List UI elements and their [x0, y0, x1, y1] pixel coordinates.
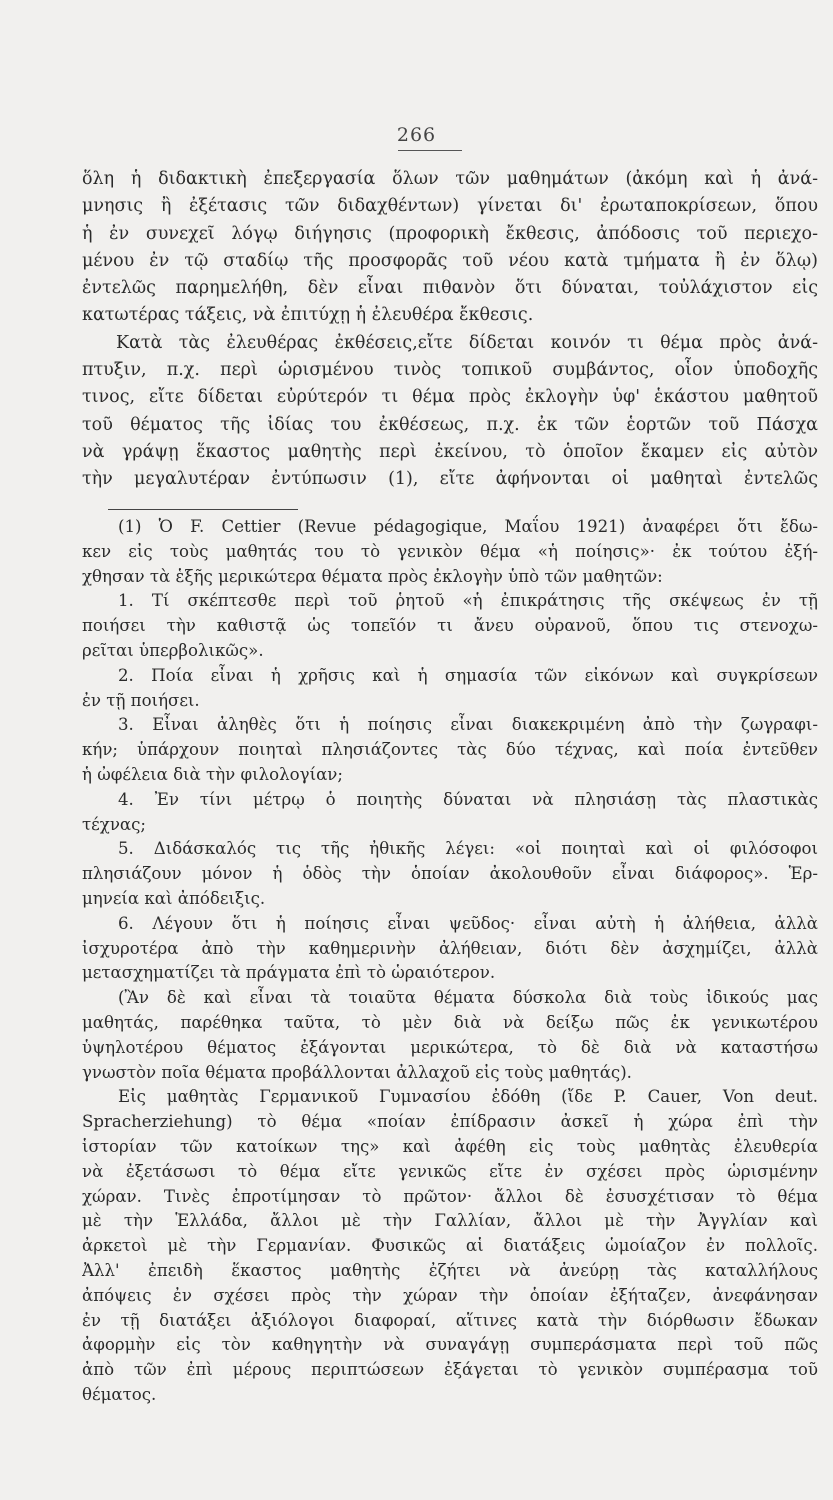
footnote-separator — [108, 509, 298, 510]
footnote-line: ἀρκετοὶ μὲ τὴν Γερμανίαν. Φυσικῶς αἱ διατάξεις ὡμοίαζον ἐν πολλοῖς. — [82, 1236, 818, 1256]
footnote-line: (Ἂν δὲ καὶ εἶναι τὰ τοιαῦτα θέματα δύσκολα διὰ τοὺς ἰδικούς μας — [118, 988, 818, 1008]
footnote-line: ἐν τῇ διατάξει ἀξιόλογοι διαφοραί, αἵτινες κατὰ τὴν διόρθωσιν ἔδωκαν — [82, 1310, 818, 1330]
footnote-line: χθησαν τὰ ἑξῆς μερικώτερα θέματα πρὸς ἐκλογὴν ὑπὸ τῶν μαθητῶν: — [82, 566, 663, 586]
main-line: μένου ἐν τῷ σταδίῳ τῆς προσφορᾶς τοῦ νέου κατὰ τμήματα ἢ ἐν ὅλῳ) — [82, 250, 818, 271]
footnote-line: (1) Ὁ F. Cettier (Revue pédagogique, Μαΐου 1921) ἀναφέρει ὅτι ἔδω- — [118, 517, 818, 536]
footnote-line: 6. Λέγουν ὅτι ἡ ποίησις εἶναι ψεῦδος· εἶναι αὐτὴ ἡ ἀλήθεια, ἀλλὰ — [118, 913, 818, 933]
main-line: ὅλη ἡ διδακτικὴ ἐπεξεργασία ὅλων τῶν μαθημάτων (ἀκόμη καὶ ἡ ἀνά- — [82, 169, 818, 189]
footnote — [82, 515, 818, 1408]
footnote-line: τέχνας; — [82, 814, 147, 834]
footnote-line: ὑψηλοτέρου θέματος ἐξάγονται μερικώτερα, τὸ δὲ διὰ νὰ καταστήσω — [82, 1037, 818, 1057]
footnote-line: ρεῖται ὑπερβολικῶς». — [82, 640, 264, 660]
footnote-line: 4. Ἐν τίνι μέτρῳ ὁ ποιητὴς δύναται νὰ πλησιάσῃ τὰς πλαστικὰς — [118, 789, 818, 809]
footnote-line: μετασχηματίζει τὰ πράγματα ἐπὶ τὸ ὡραιότερον. — [82, 963, 496, 983]
main-line: τινος, εἴτε δίδεται εὐρύτερόν τι θέμα πρὸς ἐκλογὴν ὑφ' ἑκάστου μαθητοῦ — [82, 387, 818, 408]
footnote-line: μηνεία καὶ ἀπόδειξις. — [82, 888, 266, 908]
footnote-line: ἐν τῇ ποιήσει. — [82, 690, 200, 710]
footnote-line: κήν; ὑπάρχουν ποιηταὶ πλησιάζοντες τὰς δύο τέχνας, καὶ ποία ἐντεῦθεν — [82, 740, 818, 760]
footnote-line: ἀφορμὴν εἰς τὸν καθηγητὴν νὰ συναγάγῃ συμπεράσματα περὶ τοῦ πῶς — [82, 1335, 818, 1355]
main-line: νὰ γράψῃ ἕκαστος μαθητὴς περὶ ἐκείνου, τὸ ὁποῖον ἔκαμεν εἰς αὐτὸν — [82, 441, 818, 462]
footnote-line: 1. Τί σκέπτεσθε περὶ τοῦ ῥητοῦ «ἡ ἐπικράτησις τῆς σκέψεως ἐν τῇ — [118, 591, 818, 611]
main-line: τοῦ θέματος τῆς ἰδίας του ἐκθέσεως, π.χ. ἐκ τῶν ἑορτῶν τοῦ Πάσχα — [82, 414, 818, 435]
footnote-line: κεν εἰς τοὺς μαθητάς του τὸ γενικὸν θέμα «ἡ ποίησις»· ἐκ τούτου ἐξή- — [82, 541, 818, 561]
main-line: πτυξιν, π.χ. περὶ ὡρισμένου τινὸς τοπικοῦ συμβάντος, οἷον ὑποδοχῆς — [82, 360, 818, 381]
footnote-line: ἀπόψεις ἐν σχέσει πρὸς τὴν χώραν τὴν ὁποίαν ἐξήταζεν, ἀνεφάνησαν — [82, 1285, 818, 1305]
footnote-line: μὲ τὴν Ἑλλάδα, ἄλλοι μὲ τὴν Γαλλίαν, ἄλλοι μὲ τὴν Ἀγγλίαν καὶ — [82, 1211, 818, 1231]
footnote-line: ἰσχυροτέρα ἀπὸ τὴν καθημερινὴν ἀλήθειαν, διότι δὲν ἀσχημίζει, ἀλλὰ — [82, 938, 818, 958]
footnote-line: ποιήσει τὴν καθιστᾷ ὡς τοπεῖόν τι ἄνευ οὐρανοῦ, ὅπου τις στενοχω- — [82, 616, 818, 636]
footnote-line: γνωστὸν ποῖα θέματα προβάλλονται ἀλλαχοῦ εἰς τοὺς μαθητάς). — [82, 1062, 632, 1082]
footnote-line: Εἰς μαθητὰς Γερμανικοῦ Γυμνασίου ἐδόθη (ἴδε P. Cauer, Von deut. — [118, 1087, 818, 1107]
footnote-line: 3. Εἶναι ἀληθὲς ὅτι ἡ ποίησις εἶναι διακεκριμένη ἀπὸ τὴν ζωγραφι- — [118, 715, 818, 735]
footnote-line: πλησιάζουν μόνον ἡ ὁδὸς τὴν ὁποίαν ἀκολουθοῦν εἶναι διάφορος». Ἑρ- — [82, 864, 818, 884]
footnote-line: 2. Ποία εἶναι ἡ χρῆσις καὶ ἡ σημασία τῶν εἰκόνων καὶ συγκρίσεων — [118, 665, 818, 685]
footnote-line: Spracherziehung) τὸ θέμα «ποίαν ἐπίδρασιν ἀσκεῖ ἡ χώρα ἐπὶ τὴν — [82, 1112, 818, 1132]
footnote-line: μαθητάς, παρέθηκα ταῦτα, τὸ μὲν διὰ νὰ δείξω πῶς ἐκ γενικωτέρου — [82, 1012, 818, 1032]
page-number-underline — [398, 150, 462, 151]
footnote-line: ἀπὸ τῶν ἐπὶ μέρους περιπτώσεων ἐξάγεται τὸ γενικὸν συμπέρασμα τοῦ — [82, 1360, 818, 1380]
main-text — [82, 166, 818, 494]
main-line: τὴν μεγαλυτέραν ἐντύπωσιν (1), εἴτε ἀφήνονται οἱ μαθηταὶ ἐντελῶς — [82, 469, 818, 490]
footnote-line: ἡ ὠφέλεια διὰ τὴν φιλολογίαν; — [82, 764, 343, 784]
footnote-line: Ἀλλ' ἐπειδὴ ἕκαστος μαθητὴς ἐζήτει νὰ ἀνεύρῃ τὰς καταλλήλους — [82, 1260, 818, 1280]
footnote-line: νὰ ἐξετάσωσι τὸ θέμα εἴτε γενικῶς εἴτε ἐν σχέσει πρὸς ὡρισμένην — [82, 1161, 818, 1181]
footnote-line: ἱστορίαν τῶν κατοίκων της» καὶ ἀφέθη εἰς τοὺς μαθητὰς ἐλευθερία — [82, 1136, 818, 1156]
main-line: ἐντελῶς παρημελήθη, δὲν εἶναι πιθανὸν ὅτι δύναται, τοὐλάχιστον εἰς — [82, 278, 818, 299]
footnote-line: 5. Διδάσκαλός τις τῆς ἠθικῆς λέγει: «οἱ ποιηταὶ καὶ οἱ φιλόσοφοι — [118, 839, 818, 859]
footnote-line: θέματος. — [82, 1384, 157, 1404]
main-line: κατωτέρας τάξεις, νὰ ἐπιτύχῃ ἡ ἐλευθέρα ἔκθεσις. — [82, 305, 534, 326]
main-line: Κατὰ τὰς ἐλευθέρας ἐκθέσεις,εἴτε δίδεται κοινόν τι θέμα πρὸς ἀνά- — [116, 332, 818, 353]
main-line: ἡ ἐν συνεχεῖ λόγῳ διήγησις (προφορικὴ ἔκθεσις, ἀπόδοσις τοῦ περιεχο- — [82, 223, 818, 244]
footnote-line: χώραν. Τινὲς ἐπροτίμησαν τὸ πρῶτον· ἄλλοι δὲ ἐσυσχέτισαν τὸ θέμα — [82, 1186, 818, 1206]
page-number: 266 — [396, 124, 437, 146]
main-line: μνησις ἢ ἐξέτασις τῶν διδαχθέντων) γίνεται δι' ἐρωταποκρίσεων, ὅπου — [82, 196, 818, 217]
